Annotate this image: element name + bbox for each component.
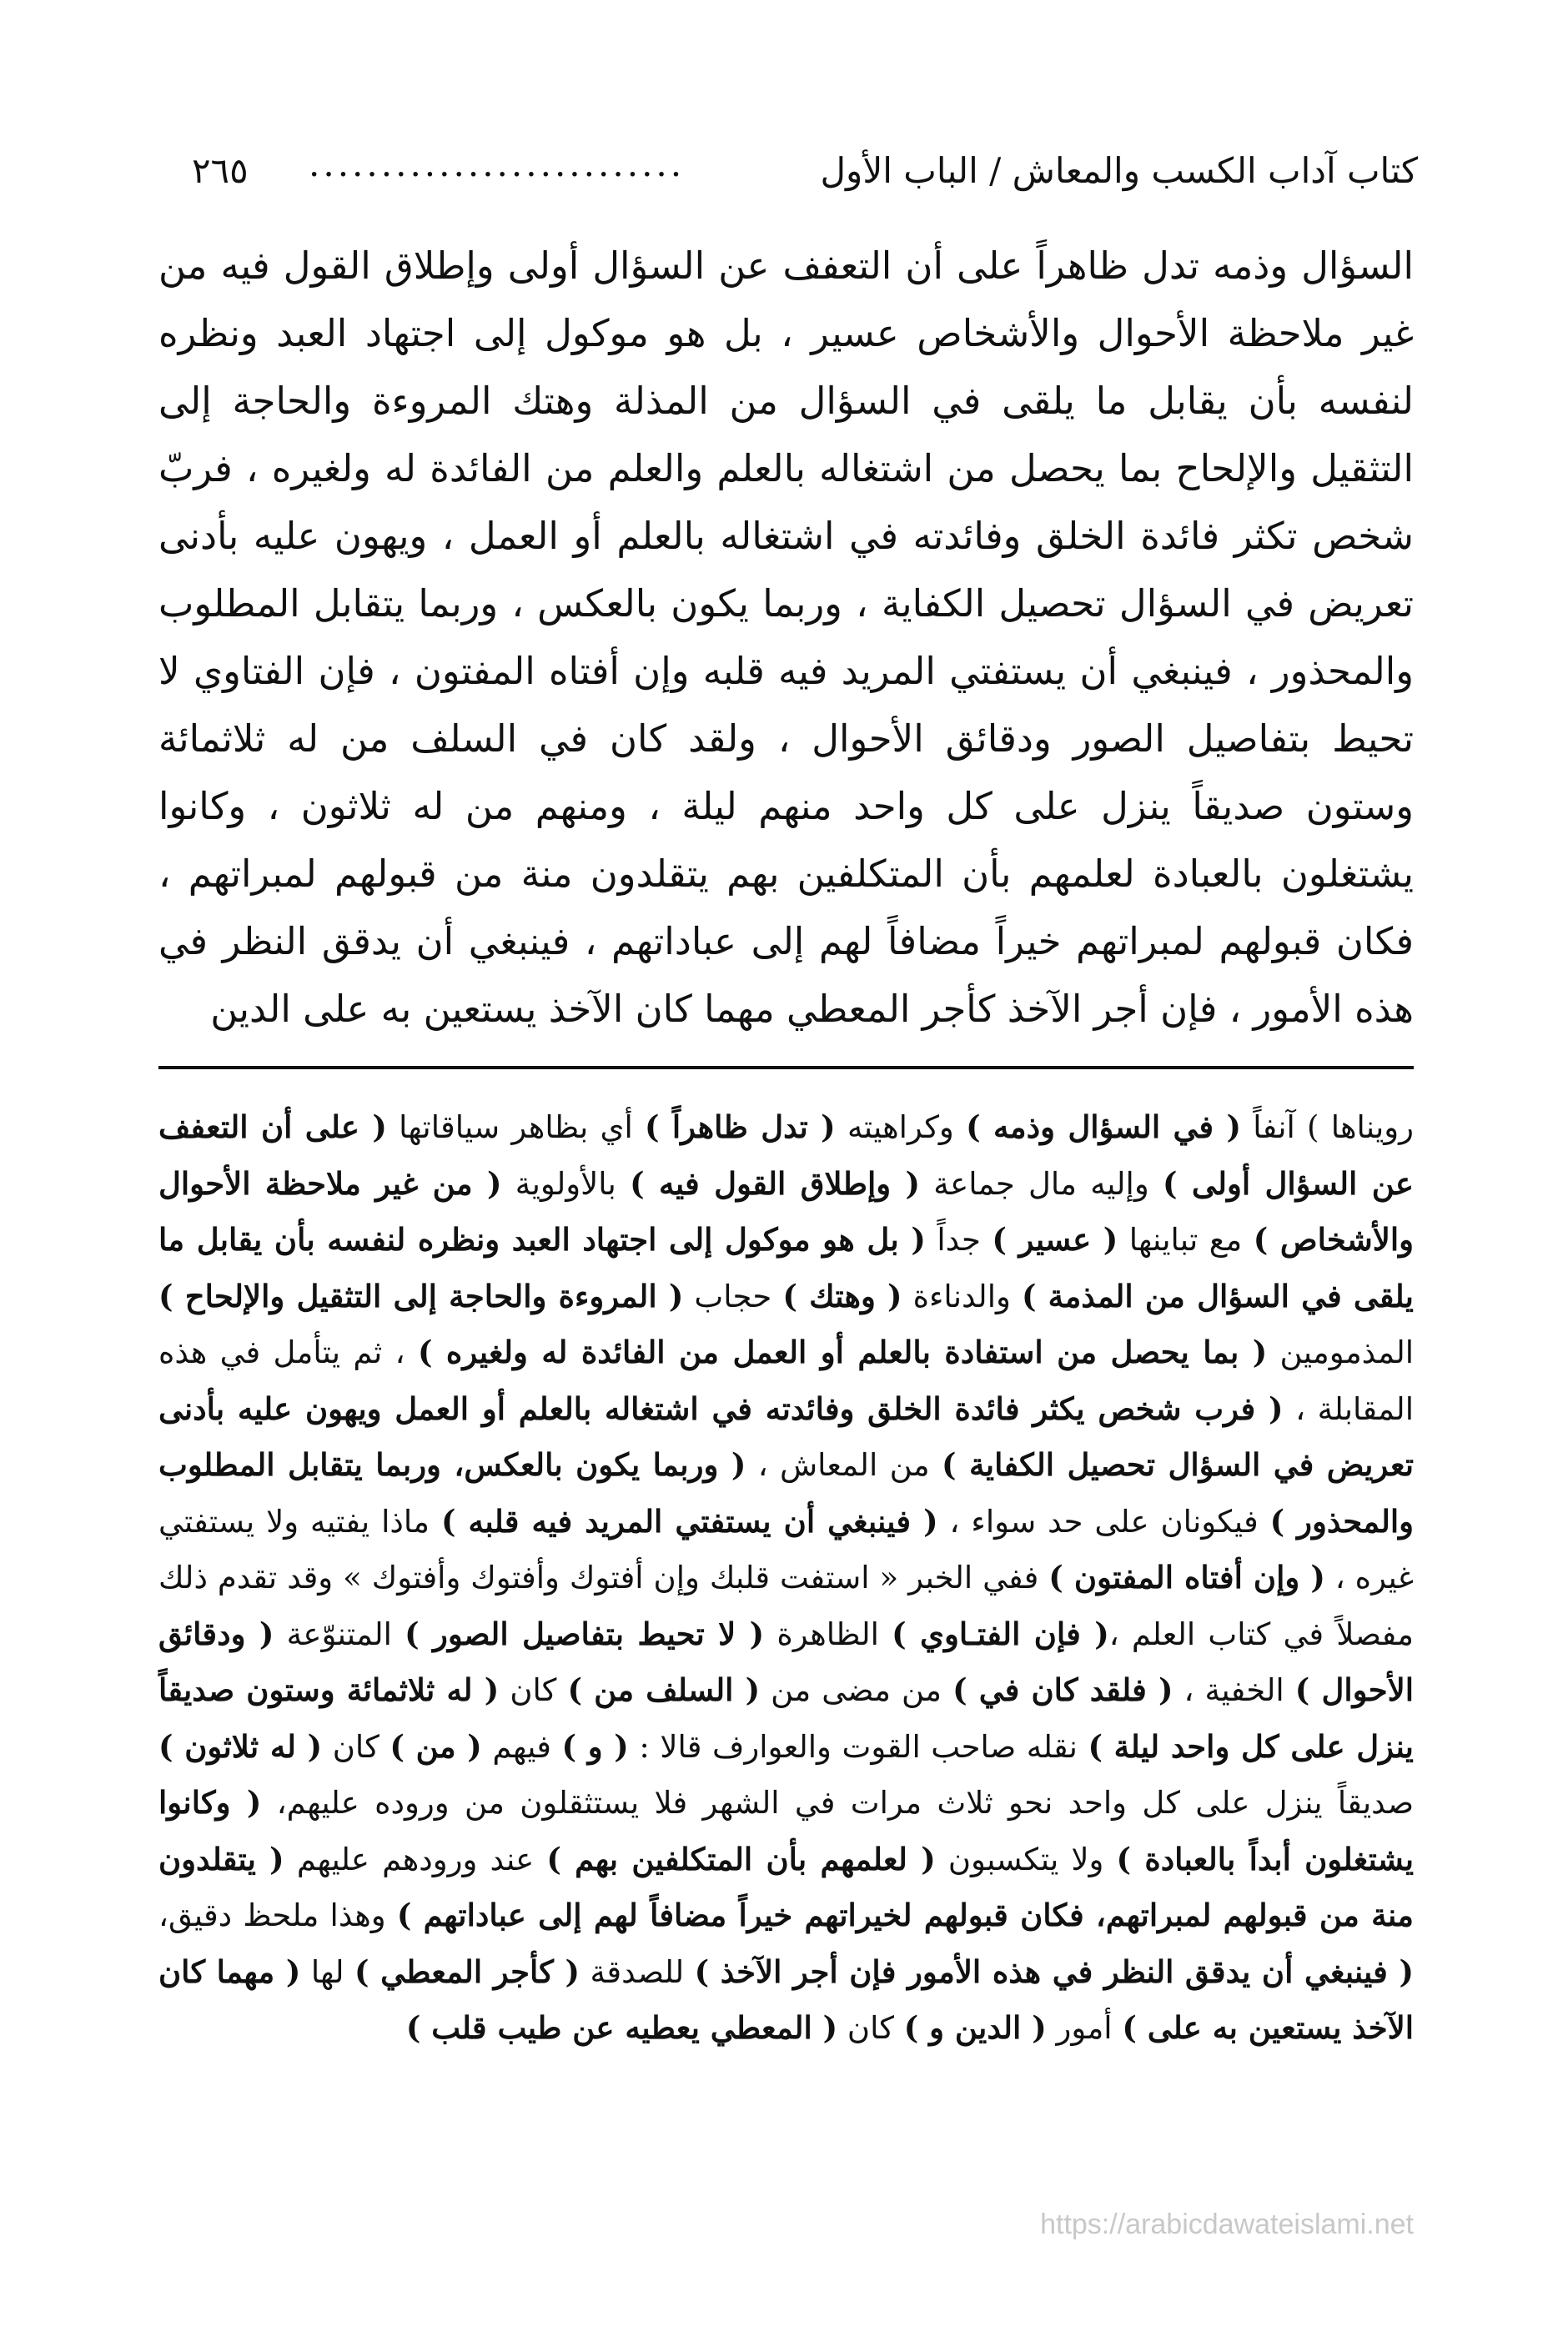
quoted-main-text: ( و ) [561, 1727, 629, 1765]
commentary-text: ماذا يفتيه ولا يستفتي غيره ، [158, 1503, 1414, 1596]
quoted-main-text: ( له ثلاثون ) [158, 1727, 323, 1765]
quoted-main-text: ( وكانوا يشتغلون أبداً بالعبادة ) [158, 1784, 1414, 1877]
quoted-main-text: ( فرب شخص يكثر فائدة الخلق وفائدته في اشتغاله بالعلم أو العمل ويهون عليه بأدنى تعريض في السؤال تحصيل الكفاية ) [158, 1390, 1414, 1483]
quoted-main-text: ( يتقلدون منة من قبولهم لمبراتهم، فكان قبولهم لخيراتهم خيراً مضافاً لهم إلى عباداتهم ) [158, 1840, 1414, 1933]
commentary-text: من المعاش ، [746, 1447, 942, 1483]
quoted-main-text: ( وربما يكون بالعكس، وربما يتقابل المطلوب والمحذور ) [158, 1446, 1414, 1540]
chapter-title: كتاب آداب الكسب والمعاش / الباب الأول [820, 150, 1418, 191]
commentary-text: ، ثم يتأمل في هذه المقابلة ، [158, 1334, 1414, 1427]
footnote-separator-line [158, 1066, 1414, 1069]
commentary-text: للصدقة [580, 1953, 695, 1990]
commentary-paragraph [158, 1099, 1414, 2057]
quoted-main-text: ( بما يحصل من استفادة بالعلم أو العمل من الفائدة له ولغيره ) [417, 1334, 1268, 1370]
quoted-main-text: ( مهما كان الآخذ يستعين به على ) [158, 1953, 1414, 2046]
commentary-text: وهذا ملحظ دقيق، [158, 1897, 397, 1933]
commentary-block [158, 1099, 1414, 2057]
commentary-text: أمور [1046, 2010, 1123, 2046]
commentary-text: كان [837, 2010, 904, 2046]
commentary-text: عند ورودهم عليهم [284, 1841, 547, 1877]
commentary-text: مع تباينها [1118, 1222, 1254, 1258]
commentary-text: صديقاً ينزل على كل واحد نحو ثلاث مرات في الشهر فلا يستثقلون من وروده عليهم، [261, 1785, 1414, 1821]
quoted-main-text: ( وإطلاق القول فيه ) [630, 1164, 921, 1202]
commentary-text: كان [499, 1672, 568, 1708]
quoted-main-text: ( وإن أفتاه المفتون ) [1048, 1559, 1325, 1596]
commentary-text: جداً [925, 1222, 993, 1258]
commentary-text: وكراهيته [835, 1109, 967, 1145]
commentary-text: أي بظاهر سياقاتها [386, 1109, 645, 1145]
quoted-main-text: ( عسير ) [992, 1221, 1118, 1258]
commentary-text: فيهم [481, 1728, 562, 1765]
quoted-main-text: ( فإن الفتـاوي ) [892, 1615, 1109, 1652]
main-text-block [158, 232, 1414, 1043]
running-header [192, 142, 1418, 200]
commentary-text: رويناها ) آنفاً [1240, 1109, 1414, 1145]
main-text-paragraph: السؤال وذمه تدل ظاهراً على أن التعفف عن السؤال أولى وإطلاق القول فيه من غير ملاحظة الأحوال والأشخاص عسير ، بل هو موكول إلى اجتهاد العبد ونظره لنفسه بأن يقابل ما يلقى في السؤال من المذلة وهتك المروءة والحاجة إلى التثقيل والإلحاح بما يحصل من اشتغاله بالعلم والعلم من الفائدة له ولغيره ، فربّ شخص تكثر فائدة الخلق وفائدته في اشتغاله بالعلم أو العمل ، ويهون عليه بأدنى تعريض في السؤال تحصيل الكفاية ، وربما يكون بالعكس ، وربما يتقابل المطلوب والمحذور ، فينبغي أن يستفتي المريد فيه قلبه وإن أفتاه المفتون ، فإن الفتاوي لا تحيط بتفاصيل الصور ودقائق الأحوال ، ولقد كان في السلف من له ثلاثمائة وستون صديقاً ينزل على كل واحد منهم ليلة ، ومنهم من له ثلاثون ، وكانوا يشتغلون بالعبادة لعلمهم بأن المتكلفين بهم يتقلدون منة من قبولهم لمبراتهم ، فكان قبولهم لمبراتهم خيراً مضافاً لهم إلى عباداتهم ، فينبغي أن يدقق النظر في هذه الأمور ، فإن أجر الآخذ كأجر المعطي مهما كان الآخذ يستعين به على الدين [158, 244, 1414, 1031]
commentary-text: وإليه مال جماعة [920, 1165, 1163, 1202]
quoted-main-text: ( فينبغي أن يستفتي المريد فيه قلبه ) [440, 1502, 938, 1540]
quoted-main-text: ( في السؤال وذمه ) [966, 1108, 1241, 1145]
commentary-text: الظاهرة [764, 1616, 892, 1652]
commentary-text: فيكونان على حد سواء ، [937, 1503, 1270, 1540]
watermark-url: https://arabicdawateislami.net [1040, 2209, 1414, 2240]
commentary-text: كان [322, 1728, 390, 1765]
quoted-main-text: ( بل هو موكول إلى اجتهاد العبد ونظره لنفسه بأن يقابل ما يلقى في السؤال من المذمة ) [158, 1221, 1414, 1314]
commentary-text: الخفية ، [1173, 1672, 1295, 1708]
quoted-main-text: ( ودقائق الأحوال ) [158, 1615, 1414, 1708]
quoted-main-text: ( المعطي يعطيه عن طيب قلب ) [405, 2009, 838, 2046]
commentary-text: والدناءة [902, 1278, 1022, 1314]
quoted-main-text: ( الدين و ) [903, 2009, 1047, 2046]
page-number: ٢٦٥ [192, 150, 249, 191]
commentary-text: بالأولوية [501, 1165, 631, 1202]
commentary-text: المتنوّعة [274, 1616, 405, 1652]
commentary-text: ففي الخبر « استفت قلبك وإن أفتوك وأفتوك وأفتوك » وقد تقدم ذلك مفصلاً في كتاب العلم ، [158, 1560, 1414, 1652]
quoted-main-text: ( فلقد كان في ) [952, 1671, 1173, 1708]
quoted-main-text: ( المروءة والحاجة إلى التثقيل والإلحاح ) [158, 1277, 684, 1314]
commentary-text: لها [300, 1953, 354, 1990]
commentary-text: ولا يتكسبون [935, 1841, 1117, 1877]
quoted-main-text: ( كأجر المعطي ) [354, 1953, 580, 1990]
quoted-main-text: ( لا تحيط بتفاصيل الصور ) [405, 1615, 765, 1652]
commentary-text: حجاب [683, 1278, 783, 1314]
commentary-text: نقله صاحب القوت والعوارف قالا : [628, 1728, 1088, 1765]
quoted-main-text: ( له ثلاثمائة وستون صديقاً ينزل على كل واحد ليلة ) [158, 1671, 1414, 1765]
header-leader-dots: .......................... [309, 143, 686, 184]
quoted-main-text: ( لعلمهم بأن المتكلفين بهم ) [546, 1840, 936, 1877]
commentary-text: من مضى من [760, 1672, 953, 1708]
quoted-main-text: ( من غير ملاحظة الأحوال والأشخاص ) [158, 1164, 1414, 1258]
quoted-main-text: ( السلف من ) [567, 1671, 761, 1708]
quoted-main-text: ( وهتك ) [782, 1277, 902, 1314]
quoted-main-text: ( فينبغي أن يدقق النظر في هذه الأمور فإن أجر الآخذ ) [694, 1953, 1415, 1990]
quoted-main-text: ( على أن التعفف عن السؤال أولى ) [158, 1108, 1414, 1202]
quoted-main-text: ( تدل ظاهراً ) [645, 1108, 836, 1145]
commentary-text: المذمومين [1267, 1334, 1415, 1370]
quoted-main-text: ( من ) [389, 1727, 482, 1765]
